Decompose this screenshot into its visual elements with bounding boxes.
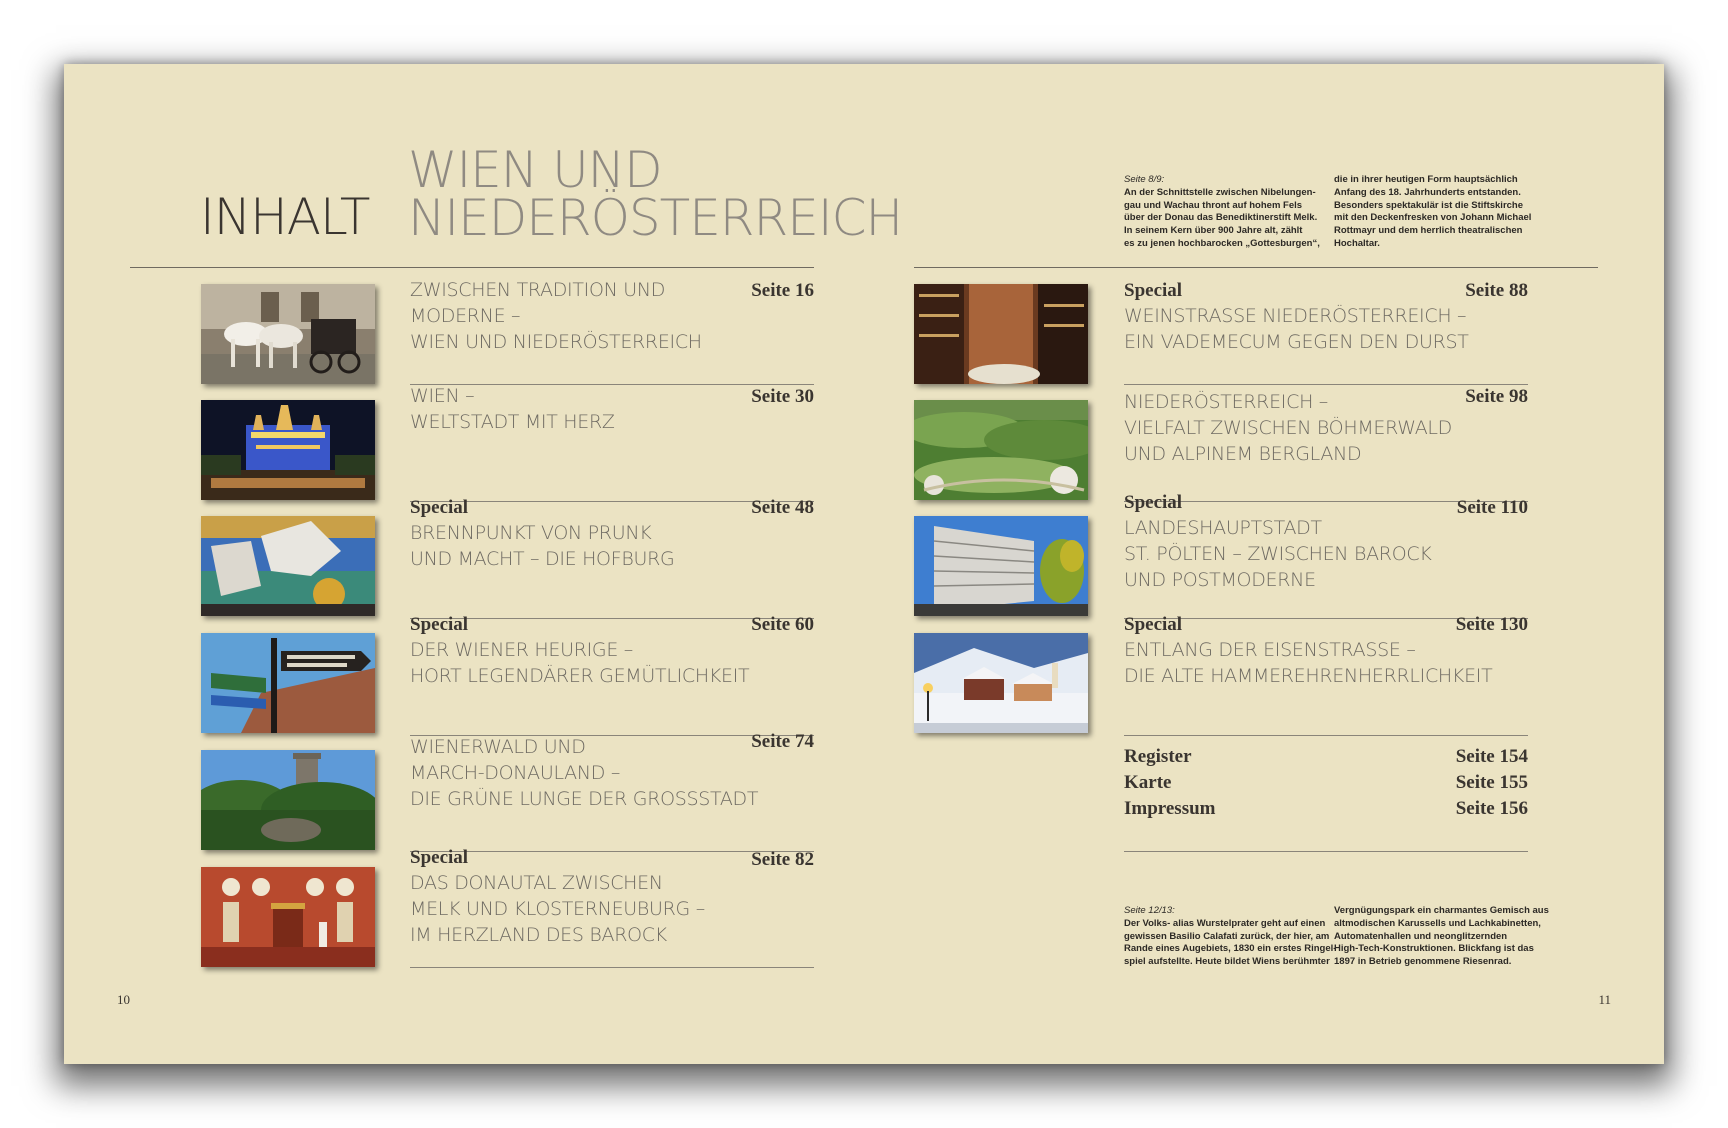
entry-title-line: ZWISCHEN TRADITION UND [410, 279, 666, 301]
entry-title-line: DIE ALTE HAMMEREHRENHERRLICHKEIT [1124, 665, 1493, 687]
entry-title-line: DAS DONAUTAL ZWISCHEN [410, 872, 663, 894]
caption-line: Automatenhallen und neonglitzernden [1334, 930, 1508, 942]
region-heading-line2: NIEDERÖSTERREICH [408, 189, 903, 247]
entry-title-line: WIEN UND NIEDERÖSTERREICH [410, 331, 702, 353]
entry-title-line: VIELFALT ZWISCHEN BÖHMERWALD [1124, 417, 1453, 439]
entry-title [1124, 389, 1452, 467]
entry-title-line: BRENNPUNKT VON PRUNK [410, 522, 652, 544]
entry-title-line: DER WIENER HEURIGE – [410, 639, 634, 661]
caption-line: Vergnügungspark ein charmantes Gemisch aus [1334, 905, 1549, 916]
wine-cellar-photo [914, 284, 1088, 384]
castle-ruin-photo [201, 750, 375, 850]
green-hills-photo [914, 400, 1088, 500]
caption-line: mit den Deckenfresken von Johann Michael [1334, 212, 1532, 224]
entry-title-line: WELTSTADT MIT HERZ [410, 411, 615, 433]
appendix-karte-page[interactable]: Seite 155 [1455, 772, 1528, 793]
entry-title [410, 520, 674, 572]
entry-title [1124, 515, 1431, 593]
heuriger-signpost-photo [201, 633, 375, 733]
inhalt-heading: INHALT [200, 188, 370, 246]
heading-rule-right [914, 267, 1598, 268]
entry-title [410, 383, 615, 435]
appendix-impressum-page[interactable]: Seite 156 [1455, 798, 1528, 819]
entry-title-line: WIEN – [410, 385, 475, 407]
caption-line: Der Volks- alias Wurstelprater geht auf einen [1124, 917, 1326, 929]
caption-top-col2 [1334, 174, 1531, 251]
caption-line: High-Tech-Konstruktionen. Blickfang ist das [1334, 943, 1534, 955]
caption-line: die in ihrer heutigen Form hauptsächlich [1334, 174, 1518, 185]
entry-title [1124, 303, 1469, 355]
entry-page-ref[interactable]: Seite 30 [751, 386, 814, 407]
caption-line: In seinem Kern über 900 Jahre alt, zählt [1124, 225, 1303, 237]
entry-page-ref[interactable]: Seite 98 [1465, 386, 1528, 407]
entry-title [410, 637, 749, 689]
entry-title-line: HORT LEGENDÄRER GEMÜTLICHKEIT [410, 665, 750, 687]
entry-page-ref[interactable]: Seite 88 [1465, 280, 1528, 301]
caption-line: gau und Wachau thront auf hohem Fels [1124, 199, 1303, 211]
entry-title-line: ST. PÖLTEN – ZWISCHEN BAROCK [1124, 543, 1432, 565]
entry-page-ref[interactable]: Seite 74 [751, 731, 814, 752]
entry-title-line: MELK UND KLOSTERNEUBURG – [410, 898, 705, 920]
baroque-hall-photo [201, 867, 375, 967]
caption-line: Rottmayr und dem herrlich theatralischen [1334, 225, 1523, 237]
entry-title-line: WEINSTRASSE NIEDERÖSTERREICH – [1124, 305, 1467, 327]
entry-title [410, 870, 705, 948]
caption-line: altmodischen Karussells und Lachkabinetten, [1334, 917, 1541, 929]
appendix-rule [1124, 851, 1528, 852]
special-label: Special [1124, 280, 1183, 301]
entry-title-line: ENTLANG DER EISENSTRASSE – [1124, 639, 1416, 661]
appendix-karte-label: Karte [1124, 772, 1172, 793]
entry-page-ref[interactable]: Seite 130 [1455, 614, 1528, 635]
caption-line: gewissen Basilio Calafati zurück, der hier, am [1124, 930, 1330, 942]
special-label: Special [410, 614, 469, 635]
folio-left: 10 [117, 992, 130, 1007]
appendix-pages [1456, 744, 1528, 822]
caption-line: 1897 in Betrieb genommene Riesenrad. [1334, 956, 1512, 968]
hofburg-statue-photo [201, 516, 375, 616]
region-heading-line1: WIEN UND [408, 141, 662, 199]
caption-top-label: Seite 8/9: [1124, 174, 1165, 185]
winter-village-photo [914, 633, 1088, 733]
appendix-impressum-label: Impressum [1124, 798, 1216, 819]
caption-top-col1 [1124, 174, 1320, 251]
book-spread [64, 64, 1664, 1064]
entry-title [1124, 637, 1492, 689]
special-label: Special [1124, 614, 1183, 635]
caption-line: Rande eines Augebiets, 1830 ein erstes Ringel- [1124, 943, 1337, 955]
caption-line: spiel aufstellte. Heute bildet Wiens berühmter [1124, 956, 1330, 968]
entry-page-ref[interactable]: Seite 60 [751, 614, 814, 635]
caption-bottom-label: Seite 12/13: [1124, 905, 1175, 916]
city-hall-night-photo [201, 400, 375, 500]
horse-carriage-photo [201, 284, 375, 384]
entry-title-line: DIE GRÜNE LUNGE DER GROSSSTADT [410, 788, 759, 810]
special-label: Special [410, 847, 469, 868]
caption-line: über der Donau das Benediktinerstift Melk. [1124, 212, 1318, 224]
entry-title-line: EIN VADEMECUM GEGEN DEN DURST [1124, 331, 1469, 353]
entry-rule [1124, 735, 1528, 736]
caption-bottom-col1 [1124, 905, 1336, 969]
appendix-labels [1124, 744, 1216, 822]
entry-title-line: UND MACHT – DIE HOFBURG [410, 548, 675, 570]
special-label: Special [1124, 492, 1183, 513]
special-label: Special [410, 497, 469, 518]
heading-rule-left [130, 267, 814, 268]
entry-title-line: IM HERZLAND DES BAROCK [410, 924, 667, 946]
entry-title-line: WIENERWALD UND [410, 736, 586, 758]
entry-title-line: UND ALPINEM BERGLAND [1124, 443, 1362, 465]
entry-title-line: MARCH-DONAULAND – [410, 762, 621, 784]
entry-title [410, 277, 702, 355]
entry-title-line: NIEDERÖSTERREICH – [1124, 391, 1328, 413]
caption-line: An der Schnittstelle zwischen Nibelungen- [1124, 186, 1316, 198]
entry-title [410, 734, 758, 812]
entry-page-ref[interactable]: Seite 82 [751, 849, 814, 870]
caption-bottom-col2 [1334, 905, 1549, 969]
modern-building-photo [914, 516, 1088, 616]
caption-line: Anfang des 18. Jahrhunderts entstanden. [1334, 186, 1521, 198]
appendix-register-page[interactable]: Seite 154 [1455, 746, 1528, 767]
entry-page-ref[interactable]: Seite 110 [1456, 497, 1528, 518]
caption-line: es zu jenen hochbarocken „Gottesburgen“, [1124, 237, 1320, 249]
caption-line: Hochaltar. [1334, 237, 1380, 249]
entry-title-line: UND POSTMODERNE [1124, 569, 1316, 591]
entry-page-ref[interactable]: Seite 16 [751, 280, 814, 301]
appendix-register-label: Register [1124, 746, 1192, 767]
entry-title-line: LANDESHAUPTSTADT [1124, 517, 1322, 539]
entry-rule [410, 967, 814, 968]
entry-title-line: MODERNE – [410, 305, 521, 327]
caption-line: Besonders spektakulär ist die Stiftskirche [1334, 199, 1524, 211]
entry-page-ref[interactable]: Seite 48 [751, 497, 814, 518]
folio-right: 11 [1598, 992, 1611, 1007]
